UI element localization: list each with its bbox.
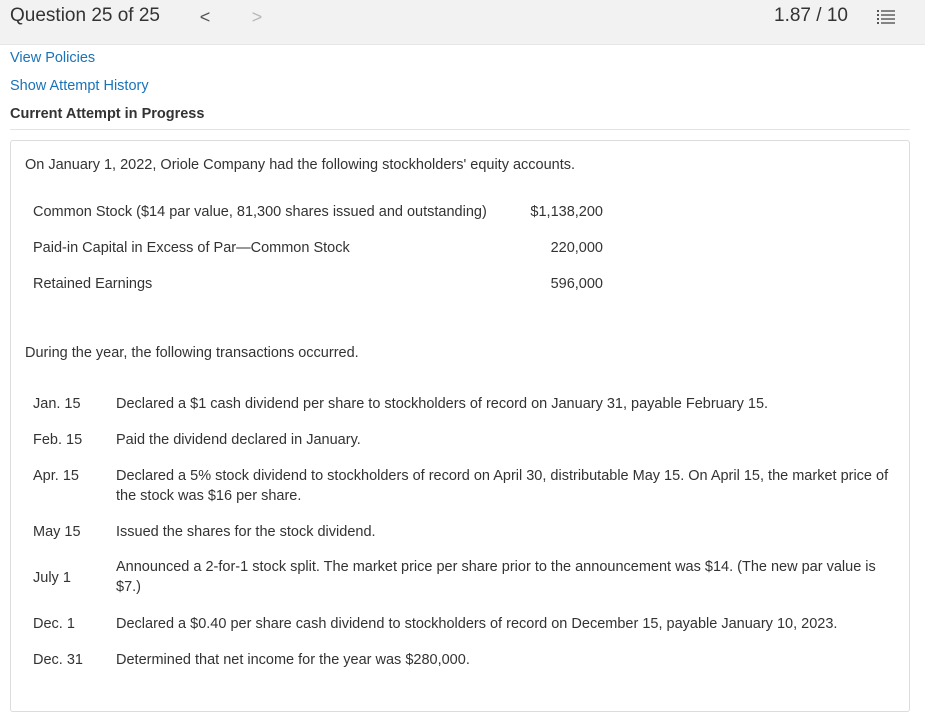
table-row: [33, 555, 893, 611]
table-row: [33, 391, 893, 427]
table-row: [33, 463, 893, 519]
transaction-date: Jan. 15: [33, 396, 81, 412]
attempt-links: [10, 47, 925, 131]
transactions-intro: During the year, the following transactions occurred.: [25, 345, 359, 361]
table-row: [33, 647, 893, 683]
table-row: [33, 611, 893, 647]
view-policies-link[interactable]: View Policies: [10, 50, 96, 66]
transactions-table: [33, 391, 893, 683]
transaction-date: July 1: [33, 570, 71, 586]
question-counter: Question 25 of 25: [10, 5, 160, 26]
account-amount: 596,000: [550, 276, 603, 292]
transaction-description: Declared a $0.40 per share cash dividend to stockholders of record on December 15, payable January 10, 2023.: [116, 616, 838, 632]
transaction-description: Paid the dividend declared in January.: [116, 432, 361, 448]
transaction-description: Determined that net income for the year was $280,000.: [116, 652, 470, 668]
transaction-description: Declared a 5% stock dividend to stockholders of record on April 30, distributable May 15. On April 15, the market price of the stock was $16 per share.: [116, 468, 889, 504]
question-panel: [10, 140, 910, 712]
transaction-description: Declared a $1 cash dividend per share to stockholders of record on January 31, payable February 15.: [116, 396, 769, 412]
transaction-description: Announced a 2-for-1 stock split. The market price per share prior to the announcement was $14. (The new par value is $7.): [116, 559, 876, 595]
divider: [10, 129, 910, 130]
account-label: Retained Earnings: [33, 276, 153, 292]
table-row: [33, 427, 893, 463]
equity-accounts-table: [33, 204, 603, 312]
problem-intro: On January 1, 2022, Oriole Company had the following stockholders' equity accounts.: [25, 157, 576, 173]
transaction-date: Feb. 15: [33, 432, 83, 448]
current-attempt-label: Current Attempt in Progress: [10, 106, 205, 122]
account-amount: $1,138,200: [530, 204, 603, 220]
show-attempt-history-link[interactable]: Show Attempt History: [10, 78, 149, 94]
table-row: [33, 204, 603, 240]
transaction-date: Apr. 15: [33, 468, 79, 484]
transaction-date: Dec. 1: [33, 616, 75, 632]
transaction-date: Dec. 31: [33, 652, 83, 668]
account-label: Paid-in Capital in Excess of Par—Common Stock: [33, 240, 350, 256]
table-row: [33, 240, 603, 276]
next-question-button[interactable]: >: [251, 7, 263, 27]
question-header: [0, 0, 925, 45]
account-amount: 220,000: [550, 240, 603, 256]
score-display: 1.87 / 10: [774, 5, 848, 26]
account-label: Common Stock ($14 par value, 81,300 shares issued and outstanding): [33, 204, 487, 220]
previous-question-button[interactable]: <: [199, 7, 211, 27]
list-icon[interactable]: [876, 8, 896, 26]
table-row: [33, 276, 603, 312]
transaction-description: Issued the shares for the stock dividend.: [116, 524, 376, 540]
transaction-date: May 15: [33, 524, 81, 540]
table-row: [33, 519, 893, 555]
